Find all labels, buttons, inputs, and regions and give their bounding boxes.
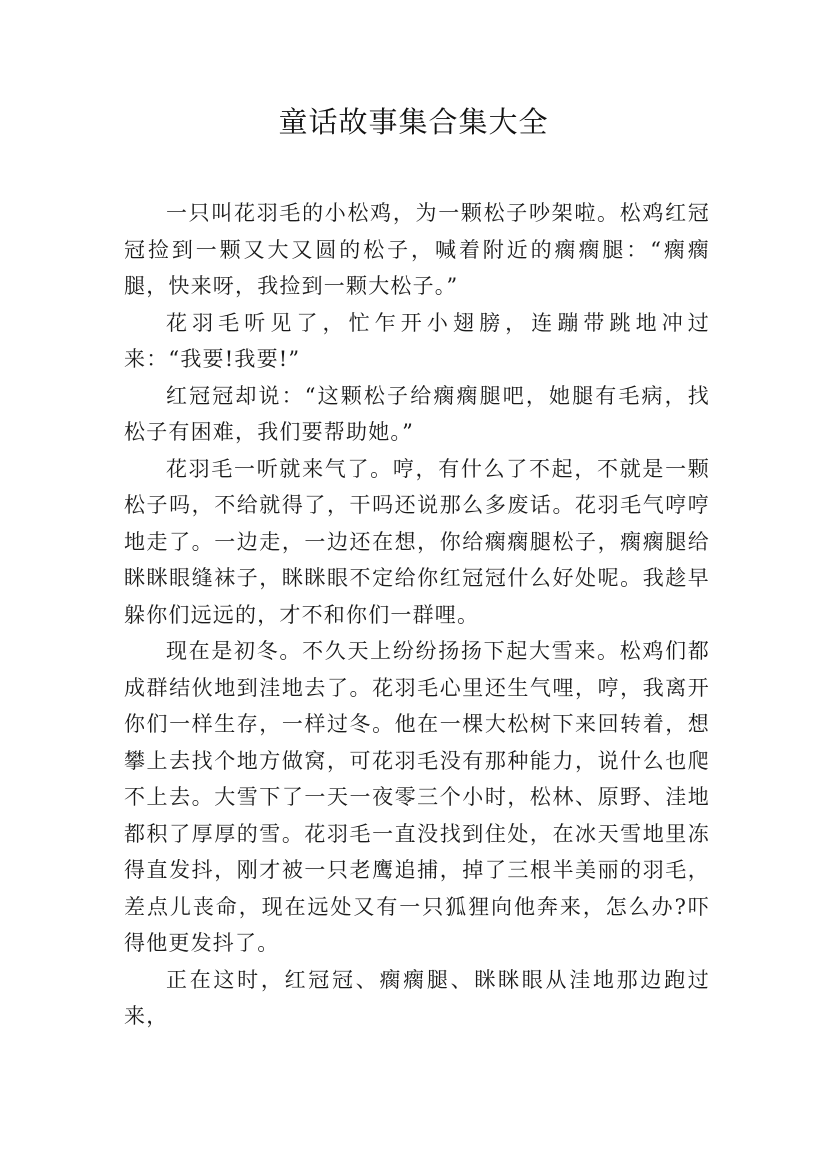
paragraph-1: 一只叫花羽毛的小松鸡，为一颗松子吵架啦。松鸡红冠冠捡到一颗又大又圆的松子，喊着附近的瘸瘸腿：“瘸瘸腿，快来呀，我捡到一颗大松子。” (124, 201, 710, 298)
document-title: 童话故事集合集大全 (278, 105, 549, 139)
document-body (124, 195, 710, 1035)
paragraph-2: 花羽毛听见了，忙乍开小翅膀，连蹦带跳地冲过来：“我要!我要!” (124, 310, 710, 371)
paragraph-3: 红冠冠却说：“这颗松子给瘸瘸腿吧，她腿有毛病，找松子有困难，我们要帮助她。” (124, 383, 710, 444)
paragraph-5: 现在是初冬。不久天上纷纷扬扬下起大雪来。松鸡们都成群结伙地到洼地去了。花羽毛心里还生气哩，哼，我离开你们一样生存，一样过冬。他在一棵大松树下来回转着，想攀上去找个地方做窝，可花羽毛没有那种能力，说什么也爬不上去。大雪下了一天一夜零三个小时，松林、原野、洼地都积了厚厚的雪。花羽毛一直没找到住处，在冰天雪地里冻得直发抖，刚才被一只老鹰追捕，掉了三根半美丽的羽毛，差点儿丧命，现在远处又有一只狐狸向他奔来，怎么办?吓得他更发抖了。 (124, 639, 710, 955)
paragraph-6: 正在这时，红冠冠、瘸瘸腿、眯眯眼从洼地那边跑过来， (124, 967, 710, 1028)
paragraph-4: 花羽毛一听就来气了。哼，有什么了不起，不就是一颗松子吗，不给就得了，干吗还说那么多废话。花羽毛气哼哼地走了。一边走，一边还在想，你给瘸瘸腿松子，瘸瘸腿给眯眯眼缝袜子，眯眯眼不定给你红冠冠什么好处呢。我趁早躲你们远远的，才不和你们一群哩。 (124, 456, 710, 627)
